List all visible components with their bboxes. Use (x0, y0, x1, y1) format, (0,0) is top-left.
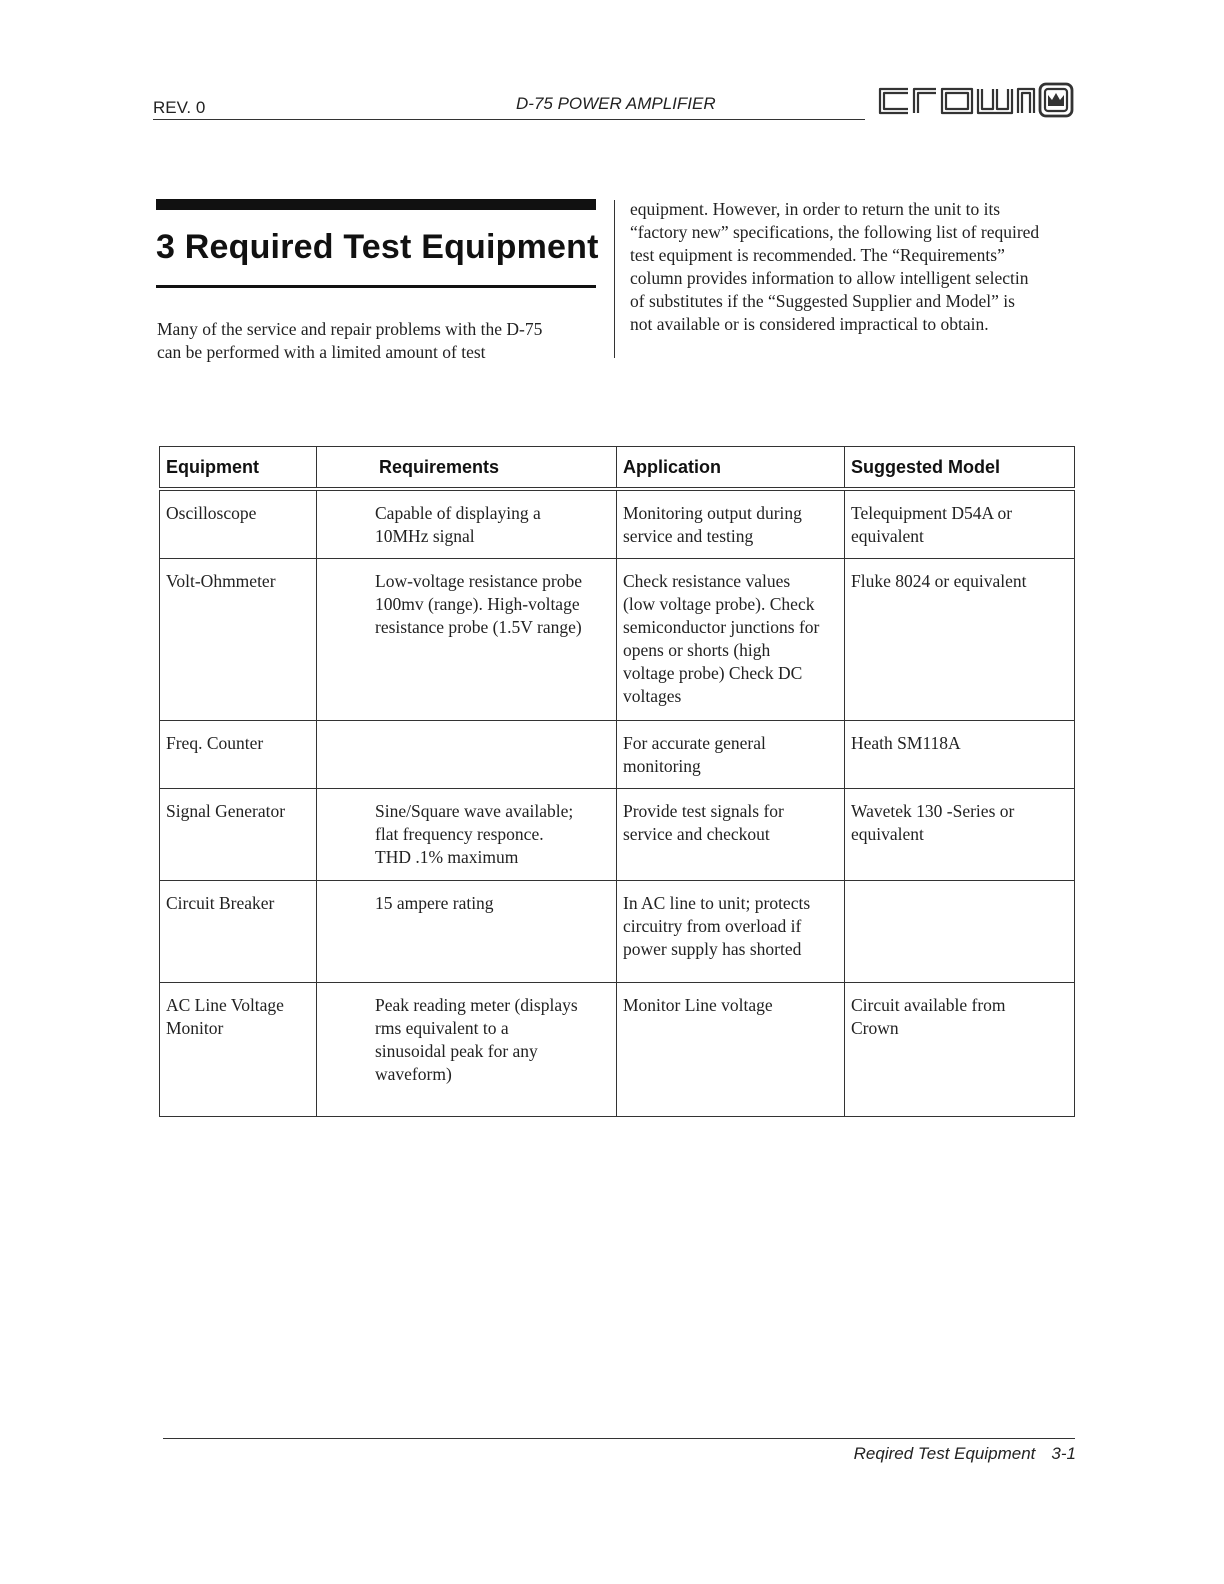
table-row (160, 789, 1075, 881)
cell-requirements (317, 983, 617, 1117)
cell-suggested-model (845, 983, 1075, 1117)
cell-line: circuitry from overload if (623, 916, 802, 936)
intro-line: “factory new” specifications, the following list of required (630, 222, 1040, 242)
intro-line: test equipment is recommended. The “Requirements” (630, 245, 1005, 265)
table-row (160, 881, 1075, 983)
table-row (160, 983, 1075, 1117)
cell-line: Freq. Counter (166, 733, 264, 753)
cell-application (617, 721, 845, 789)
cell-application (617, 489, 845, 559)
table-row (160, 721, 1075, 789)
cell-line: flat frequency responce. (375, 824, 544, 844)
cell-suggested-model (845, 789, 1075, 881)
cell-line: Check resistance values (623, 571, 791, 591)
page-number: 3-1 (1051, 1444, 1076, 1463)
cell-line: resistance probe (1.5V range) (375, 617, 582, 637)
intro-line: of substitutes if the “Suggested Supplier and Model” is (630, 291, 1015, 311)
cell-line: power supply has shorted (623, 939, 802, 959)
footer-section-name: Reqired Test Equipment (853, 1444, 1036, 1463)
header-requirements: Requirements (317, 447, 617, 490)
cell-line: Sine/Square wave available; (375, 801, 574, 821)
cell-line: service and checkout (623, 824, 770, 844)
title-rule (156, 285, 596, 288)
cell-line: THD .1% maximum (375, 847, 519, 867)
cell-line: opens or shorts (high (623, 640, 771, 660)
footer (854, 1444, 1076, 1464)
cell-line: monitoring (623, 756, 701, 776)
title-bar (156, 199, 596, 210)
cell-line: equivalent (851, 526, 924, 546)
crown-logo (874, 80, 1074, 120)
cell-equipment (160, 789, 317, 881)
cell-requirements (317, 559, 617, 721)
cell-equipment (160, 721, 317, 789)
cell-equipment (160, 559, 317, 721)
intro-line: equipment. However, in order to return the unit to its (630, 199, 1001, 219)
intro-line: column provides information to allow intelligent selectin (630, 268, 1029, 288)
cell-application (617, 881, 845, 983)
cell-line: Capable of displaying a (375, 503, 541, 523)
cell-line: equivalent (851, 824, 924, 844)
cell-line: Volt-Ohmmeter (166, 571, 276, 591)
cell-suggested-model (845, 721, 1075, 789)
cell-line: (low voltage probe). Check (623, 594, 815, 614)
header-suggested-model: Suggested Model (845, 447, 1075, 490)
table-header-row (160, 447, 1075, 490)
intro-line: Many of the service and repair problems with the D-75 (157, 319, 543, 339)
cell-equipment (160, 881, 317, 983)
intro-line: not available or is considered impractical to obtain. (630, 314, 989, 334)
cell-line: Oscilloscope (166, 503, 257, 523)
cell-application (617, 559, 845, 721)
table-body (160, 489, 1075, 1117)
cell-requirements (317, 721, 617, 789)
cell-line: Circuit available from (851, 995, 1006, 1015)
header-application: Application (617, 447, 845, 490)
cell-line: 15 ampere rating (375, 893, 494, 913)
cell-line: Provide test signals for (623, 801, 784, 821)
cell-line: For accurate general (623, 733, 766, 753)
column-divider (614, 200, 615, 358)
cell-equipment (160, 489, 317, 559)
cell-line: Telequipment D54A or (851, 503, 1013, 523)
cell-line: Wavetek 130 -Series or (851, 801, 1015, 821)
header-equipment: Equipment (160, 447, 317, 490)
cell-line: Heath SM118A (851, 733, 961, 753)
cell-line: rms equivalent to a (375, 1018, 509, 1038)
cell-requirements (317, 789, 617, 881)
intro-left-paragraph (157, 318, 597, 364)
cell-line: Monitor (166, 1018, 224, 1038)
cell-suggested-model (845, 559, 1075, 721)
section-title: 3 Required Test Equipment (156, 228, 599, 266)
cell-line: waveform) (375, 1064, 452, 1084)
cell-line: voltages (623, 686, 682, 706)
cell-requirements (317, 489, 617, 559)
cell-line: Crown (851, 1018, 899, 1038)
intro-right-paragraph (630, 198, 1080, 336)
cell-requirements (317, 881, 617, 983)
cell-suggested-model (845, 881, 1075, 983)
cell-line: Signal Generator (166, 801, 286, 821)
table-row (160, 489, 1075, 559)
footer-rule (163, 1438, 1075, 1439)
intro-line: can be performed with a limited amount of test (157, 342, 486, 362)
cell-line: semiconductor junctions for (623, 617, 820, 637)
table-row (160, 559, 1075, 721)
cell-line: Peak reading meter (displays (375, 995, 578, 1015)
cell-line: Fluke 8024 or equivalent (851, 571, 1027, 591)
cell-line: Circuit Breaker (166, 893, 275, 913)
cell-line: sinusoidal peak for any (375, 1041, 538, 1061)
cell-application (617, 789, 845, 881)
cell-line: voltage probe) Check DC (623, 663, 803, 683)
cell-suggested-model (845, 489, 1075, 559)
cell-line: Low-voltage resistance probe (375, 571, 583, 591)
revision-label: REV. 0 (153, 98, 206, 117)
cell-line: service and testing (623, 526, 754, 546)
cell-line: AC Line Voltage (166, 995, 284, 1015)
cell-line: In AC line to unit; protects (623, 893, 811, 913)
document-title: D-75 POWER AMPLIFIER (516, 94, 716, 113)
cell-line: Monitor Line voltage (623, 995, 773, 1015)
header-rule (153, 119, 865, 120)
cell-line: 10MHz signal (375, 526, 475, 546)
cell-application (617, 983, 845, 1117)
equipment-table (159, 446, 1075, 1117)
cell-line: 100mv (range). High-voltage (375, 594, 580, 614)
cell-line: Monitoring output during (623, 503, 802, 523)
cell-equipment (160, 983, 317, 1117)
